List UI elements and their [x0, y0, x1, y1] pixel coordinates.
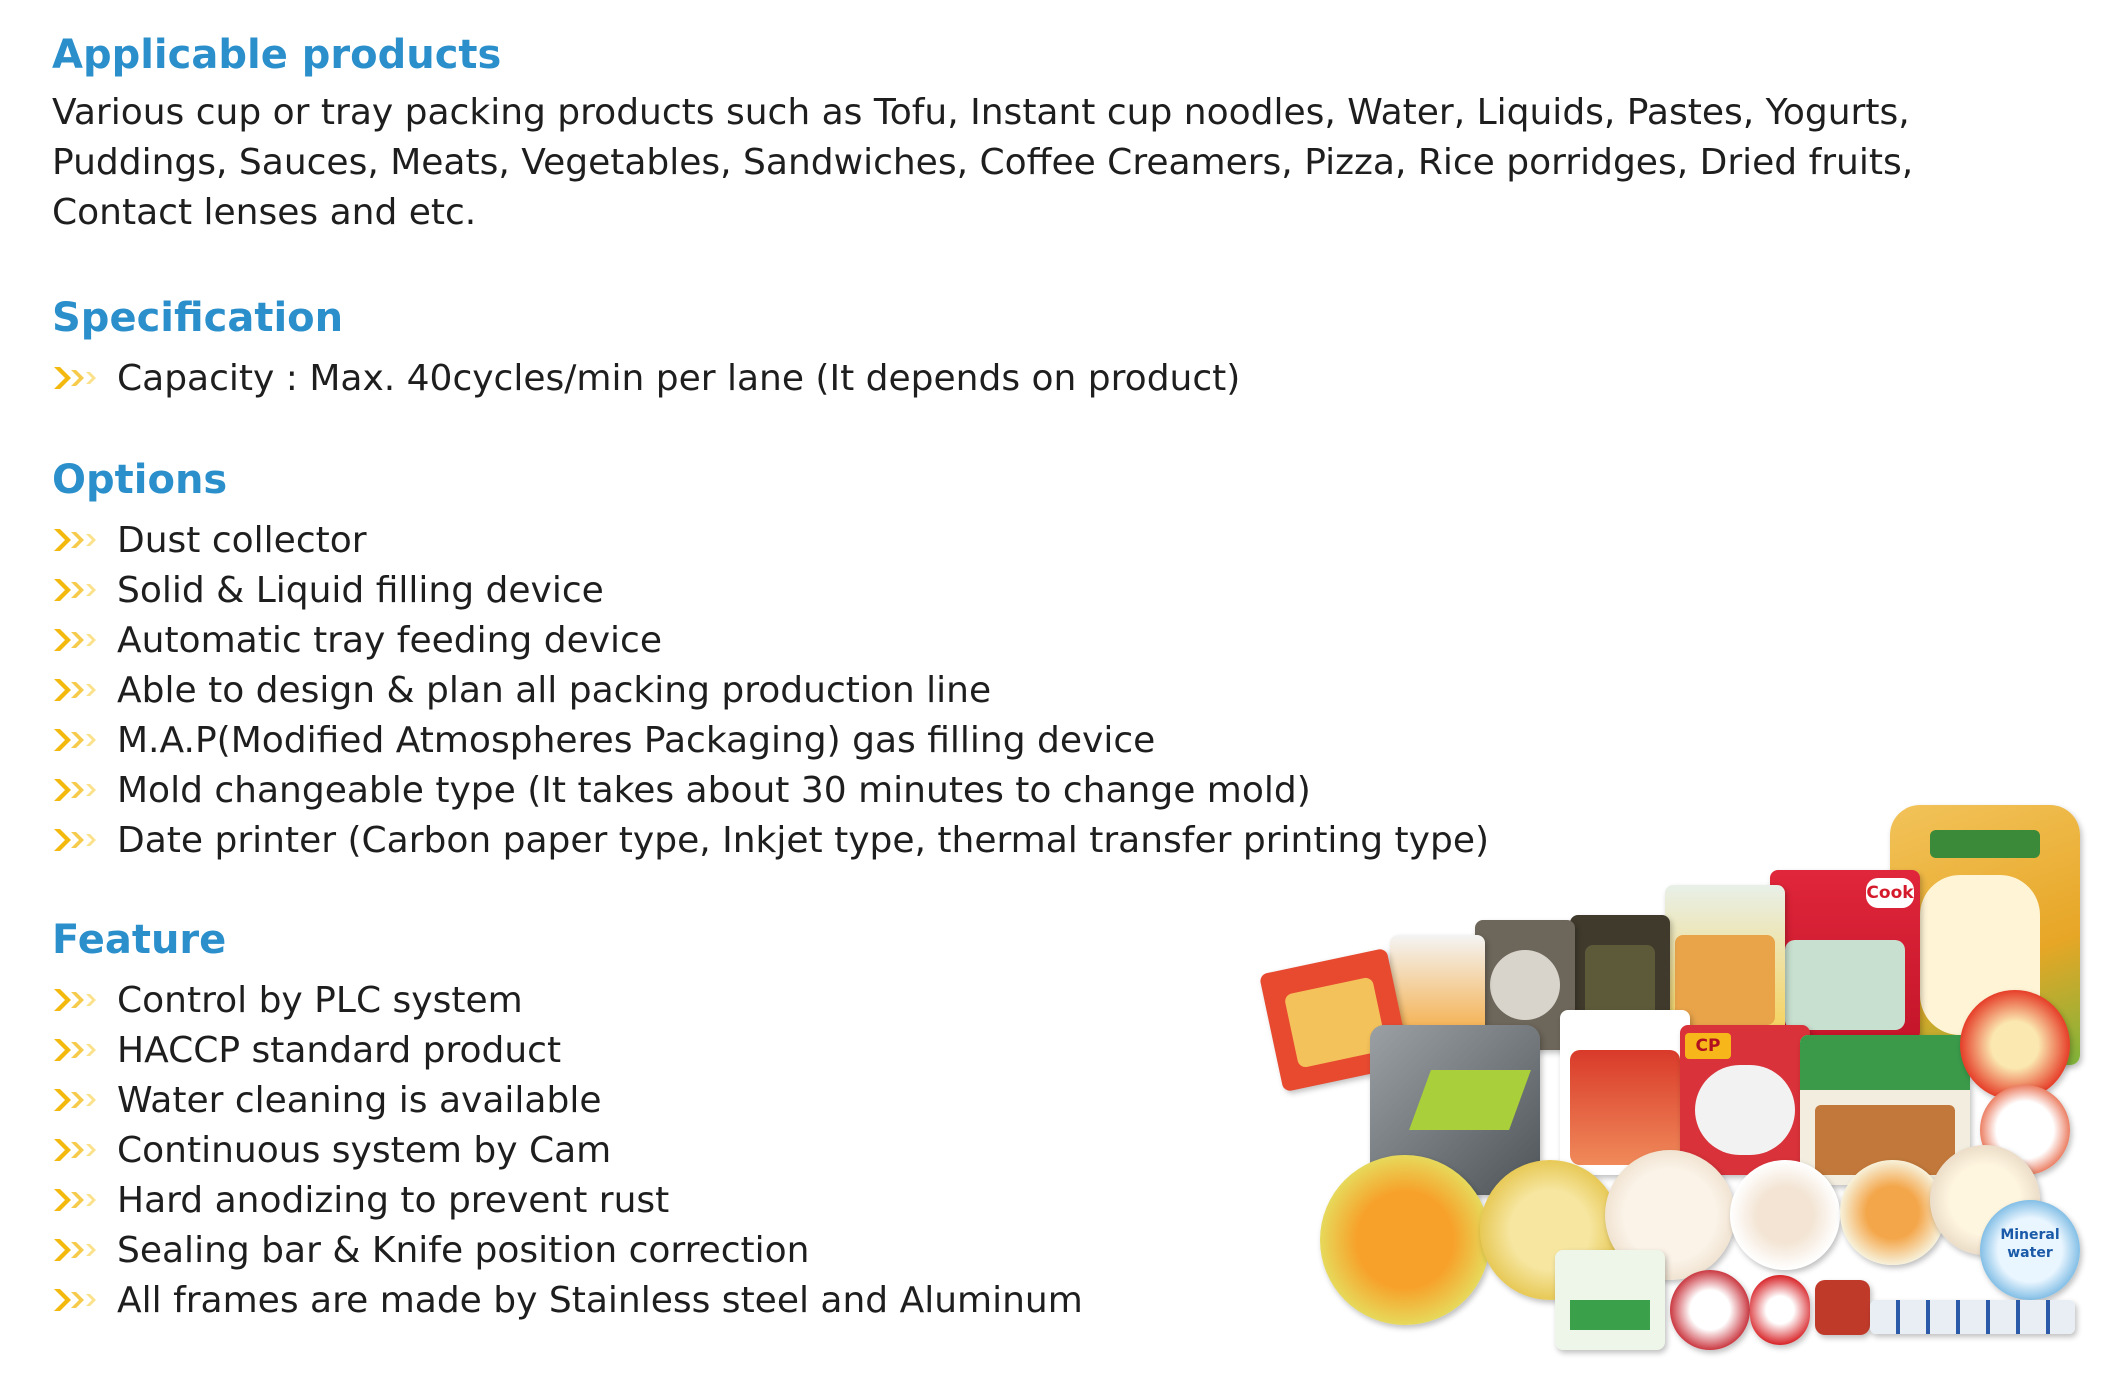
- package-cup: [1815, 1280, 1870, 1335]
- product-packaging-photo: [1270, 800, 2080, 1360]
- package-cup: [1960, 990, 2070, 1100]
- triple-chevron-icon: [52, 625, 107, 655]
- list-item: [52, 515, 1489, 565]
- specification-list: [52, 353, 1240, 403]
- list-item: [52, 353, 1240, 403]
- list-item: [52, 1175, 1083, 1225]
- list-item-text: Control by PLC system: [117, 979, 523, 1021]
- list-item: [52, 1125, 1083, 1175]
- section-applicable-products: [52, 30, 1952, 238]
- triple-chevron-icon: [52, 1185, 107, 1215]
- list-item-text: HACCP standard product: [117, 1029, 562, 1071]
- list-item-text: Continuous system by Cam: [117, 1129, 612, 1171]
- list-item-text: Able to design & plan all packing production line: [117, 669, 992, 711]
- list-item-text: All frames are made by Stainless steel and Aluminum: [117, 1279, 1083, 1321]
- heading-options: Options: [52, 457, 228, 503]
- list-item: [52, 715, 1489, 765]
- package-label: Mineral water: [2000, 1227, 2060, 1261]
- heading-applicable-products: Applicable products: [52, 32, 502, 78]
- list-item-text: Water cleaning is available: [117, 1079, 602, 1121]
- triple-chevron-icon: [52, 1235, 107, 1265]
- triple-chevron-icon: [52, 1135, 107, 1165]
- heading-specification: Specification: [52, 295, 344, 341]
- package-cup: [1670, 1270, 1750, 1350]
- triple-chevron-icon: [52, 1085, 107, 1115]
- package-cup: [1980, 1200, 2080, 1300]
- triple-chevron-icon: [52, 985, 107, 1015]
- package-cup: [1750, 1275, 1810, 1345]
- list-item: [52, 565, 1489, 615]
- applicable-products-text: Various cup or tray packing products such as Tofu, Instant cup noodles, Water, Liquids, Pastes, Yogurts, Puddings, Sauces, Meats, Vegetables, Sandwiches, Coffee Creamers, Pizza, Rice porridges, Dried fruits, Contact lenses and etc.: [52, 92, 1914, 233]
- package-tray: [1770, 870, 1920, 1040]
- list-item: [52, 975, 1083, 1025]
- triple-chevron-icon: [52, 1285, 107, 1315]
- triple-chevron-icon: [52, 675, 107, 705]
- list-item-text: M.A.P(Modified Atmospheres Packaging) gas filling device: [117, 719, 1156, 761]
- triple-chevron-icon: [52, 363, 107, 393]
- list-item: [52, 1225, 1083, 1275]
- list-item-text: Sealing bar & Knife position correction: [117, 1229, 810, 1271]
- package-cup: [1840, 1160, 1945, 1265]
- triple-chevron-icon: [52, 1035, 107, 1065]
- package-label: Cook: [1866, 878, 1914, 908]
- package-cup: [1730, 1160, 1840, 1270]
- triple-chevron-icon: [52, 575, 107, 605]
- package-strip: [1870, 1300, 2075, 1334]
- package-tray: [1555, 1250, 1665, 1350]
- section-specification: [52, 293, 1240, 403]
- feature-list: [52, 975, 1083, 1325]
- list-item-text: Automatic tray feeding device: [117, 619, 662, 661]
- package-cup: [1320, 1155, 1490, 1325]
- triple-chevron-icon: [52, 775, 107, 805]
- triple-chevron-icon: [52, 725, 107, 755]
- list-item: [52, 615, 1489, 665]
- list-item-text: Mold changeable type (It takes about 30 minutes to change mold): [117, 769, 1311, 811]
- list-item-text: Capacity : Max. 40cycles/min per lane (It depends on product): [117, 357, 1241, 399]
- section-feature: [52, 915, 1083, 1325]
- list-item-text: Dust collector: [117, 519, 367, 561]
- list-item-text: Date printer (Carbon paper type, Inkjet type, thermal transfer printing type): [117, 819, 1490, 861]
- list-item: [52, 1025, 1083, 1075]
- list-item-text: Hard anodizing to prevent rust: [117, 1179, 670, 1221]
- heading-feature: Feature: [52, 917, 227, 963]
- list-item-text: Solid & Liquid filling device: [117, 569, 604, 611]
- triple-chevron-icon: [52, 825, 107, 855]
- list-item: [52, 1075, 1083, 1125]
- list-item: [52, 1275, 1083, 1325]
- list-item: [52, 665, 1489, 715]
- package-tray: [1680, 1025, 1810, 1175]
- package-label: CP: [1685, 1033, 1731, 1059]
- triple-chevron-icon: [52, 525, 107, 555]
